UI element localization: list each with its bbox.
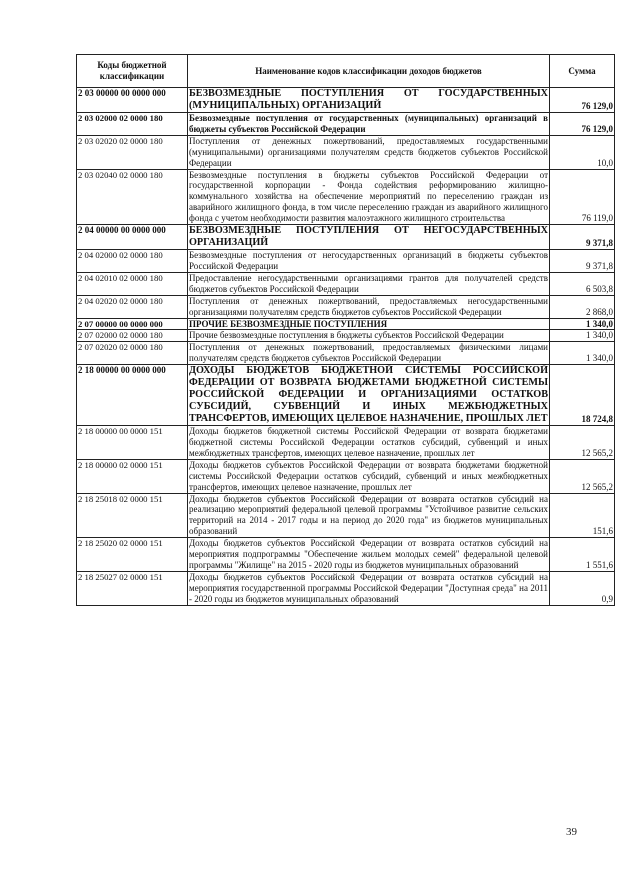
row-sum: 10,0	[550, 135, 615, 169]
row-name: Доходы бюджетов субъектов Российской Федерации от возврата бюджетами бюджетной системы Российской Федерации остатков субсидий, субвенций и иных межбюджетных трансфертов, имеющих целевое назначение, прошлых лет	[189, 459, 548, 492]
row-code: 2 18 00000 00 0000 151	[77, 426, 188, 460]
table-row	[77, 113, 615, 136]
row-name: Безвозмездные поступления в бюджеты субъектов Российской Федерации от государственной корпорации - Фонда содействия реформированию жилищно-коммунального хозяйства на обеспечение мероприятий по переселению граждан из аварийного жилищного фонда, в том числе переселению граждан из аварийного жилищного фонда с учетом необходимости развития малоэтажного жилищного строительства	[189, 169, 548, 224]
table-row	[77, 365, 615, 426]
row-code: 2 07 02020 02 0000 180	[77, 342, 188, 365]
row-name: Безвозмездные поступления от негосударственных организаций в бюджеты субъектов Российской Федерации	[189, 250, 548, 271]
row-sum: 76 119,0	[550, 169, 615, 225]
table-row	[77, 88, 615, 113]
budget-revenue-table	[76, 54, 615, 606]
row-sum: 1 340,0	[550, 342, 615, 365]
row-name: Безвозмездные поступления от государственных (муниципальных) организаций в бюджеты субъектов Российской Федерации	[189, 113, 548, 134]
row-sum: 1 340,0	[550, 330, 615, 342]
row-name: БЕЗВОЗМЕЗДНЫЕ ПОСТУПЛЕНИЯ ОТ ГОСУДАРСТВЕННЫХ (МУНИЦИПАЛЬНЫХ) ОРГАНИЗАЦИЙ	[189, 88, 548, 111]
row-name: ПРОЧИЕ БЕЗВОЗМЕЗДНЫЕ ПОСТУПЛЕНИЯ	[188, 318, 550, 330]
row-name: Поступления от денежных пожертвований, предоставляемых негосударственными организациями получателям средств бюджетов субъектов Российской Федерации	[189, 295, 548, 317]
table-row	[77, 250, 615, 273]
page-number: 39	[566, 826, 577, 838]
row-sum: 12 565,2	[550, 459, 615, 493]
row-code: 2 07 02000 02 0000 180	[77, 330, 188, 342]
table-row	[77, 330, 615, 342]
row-name: Поступления от денежных пожертвований, предоставляемых физическими лицами получателям средств бюджетов субъектов Российской Федерации	[189, 342, 548, 364]
row-code: 2 03 02020 02 0000 180	[77, 135, 188, 169]
table-row	[77, 225, 615, 250]
table-row	[77, 295, 615, 318]
row-sum: 1 551,6	[550, 538, 615, 572]
row-code: 2 04 02000 02 0000 180	[77, 250, 188, 273]
row-name: Доходы бюджетов субъектов Российской Федерации от возврата остатков субсидий на реализацию мероприятий федеральной целевой программы "Устойчивое развитие сельских территорий на 2014 - 2017 годы и на период до 2020 года" из бюджетов муниципальных образований	[189, 493, 548, 537]
row-sum: 76 129,0	[550, 113, 615, 136]
table-row	[77, 426, 615, 460]
row-sum: 9 371,8	[550, 225, 615, 250]
header-sum: Сумма	[550, 55, 615, 88]
row-sum: 2 868,0	[550, 295, 615, 318]
row-name: Предоставление негосударственными организациями грантов для получателей средств бюджетов субъектов Российской Федерации	[189, 272, 548, 294]
row-sum: 6 503,8	[550, 272, 615, 295]
table-row	[77, 318, 615, 330]
row-sum: 76 129,0	[550, 88, 615, 113]
header-code: Коды бюджетной классификации	[77, 55, 188, 88]
header-name: Наименование кодов классификации доходов бюджетов	[188, 55, 550, 88]
table-row	[77, 272, 615, 295]
row-sum: 1 340,0	[550, 318, 615, 330]
table-row	[77, 342, 615, 365]
table-header-row	[77, 55, 615, 88]
row-code: 2 18 00000 02 0000 151	[77, 459, 188, 493]
row-code: 2 18 25018 02 0000 151	[77, 493, 188, 538]
row-code: 2 03 02000 02 0000 180	[77, 113, 188, 136]
row-name: БЕЗВОЗМЕЗДНЫЕ ПОСТУПЛЕНИЯ ОТ НЕГОСУДАРСТВЕННЫХ ОРГАНИЗАЦИЙ	[189, 225, 548, 249]
row-name: Прочие безвозмездные поступления в бюджеты субъектов Российской Федерации	[188, 330, 550, 342]
row-code: 2 07 00000 00 0000 000	[77, 318, 188, 330]
row-sum: 12 565,2	[550, 426, 615, 460]
row-code: 2 04 02010 02 0000 180	[77, 272, 188, 295]
table-row	[77, 459, 615, 493]
row-name: Доходы бюджетов бюджетной системы Российской Федерации от возврата бюджетами бюджетной системы Российской Федерации остатков субсидий, субвенций и иных межбюджетных трансфертов, имеющих целевое назначение, прошлых лет	[189, 426, 548, 458]
row-code: 2 04 00000 00 0000 000	[77, 225, 188, 250]
table-row	[77, 571, 615, 605]
row-sum: 151,6	[550, 493, 615, 538]
row-sum: 9 371,8	[550, 250, 615, 273]
row-name: Поступления от денежных пожертвований, предоставляемых государственными (муниципальными) организациями получателям средств бюджетов субъектов Российской Федерации	[189, 135, 548, 168]
row-code: 2 03 02040 02 0000 180	[77, 169, 188, 225]
row-sum: 0,9	[550, 571, 615, 605]
row-name: ДОХОДЫ БЮДЖЕТОВ БЮДЖЕТНОЙ СИСТЕМЫ РОССИЙСКОЙ ФЕДЕРАЦИИ ОТ ВОЗВРАТА БЮДЖЕТАМИ БЮДЖЕТНОЙ СИСТЕМЫ РОССИЙСКОЙ ФЕДЕРАЦИИ И ОРГАНИЗАЦИЯМИ ОСТАТКОВ СУБСИДИЙ, СУБВЕНЦИЙ И ИНЫХ МЕЖБЮДЖЕТНЫХ ТРАНСФЕРТОВ, ИМЕЮЩИХ ЦЕЛЕВОЕ НАЗНАЧЕНИЕ, ПРОШЛЫХ ЛЕТ	[189, 365, 548, 425]
table-row	[77, 538, 615, 572]
row-name: Доходы бюджетов субъектов Российской Федерации от возврата остатков субсидий на мероприятия подпрограммы "Обеспечение жильем молодых семей" федеральной целевой программы "Жилище" на 2015 - 2020 годы из бюджетов муниципальных образований	[189, 538, 548, 570]
row-code: 2 18 00000 00 0000 000	[77, 365, 188, 426]
row-sum: 18 724,8	[550, 365, 615, 426]
row-code: 2 18 25020 02 0000 151	[77, 538, 188, 572]
row-code: 2 18 25027 02 0000 151	[77, 571, 188, 605]
table-row	[77, 169, 615, 225]
table-row	[77, 493, 615, 538]
row-name: Доходы бюджетов субъектов Российской Федерации от возврата остатков субсидий на мероприятия государственной программы Российской Федерации "Доступная среда" на 2011 - 2020 годы из бюджетов муниципальных образований	[189, 571, 548, 604]
row-code: 2 03 00000 00 0000 000	[77, 88, 188, 113]
table-row	[77, 135, 615, 169]
row-code: 2 04 02020 02 0000 180	[77, 295, 188, 318]
